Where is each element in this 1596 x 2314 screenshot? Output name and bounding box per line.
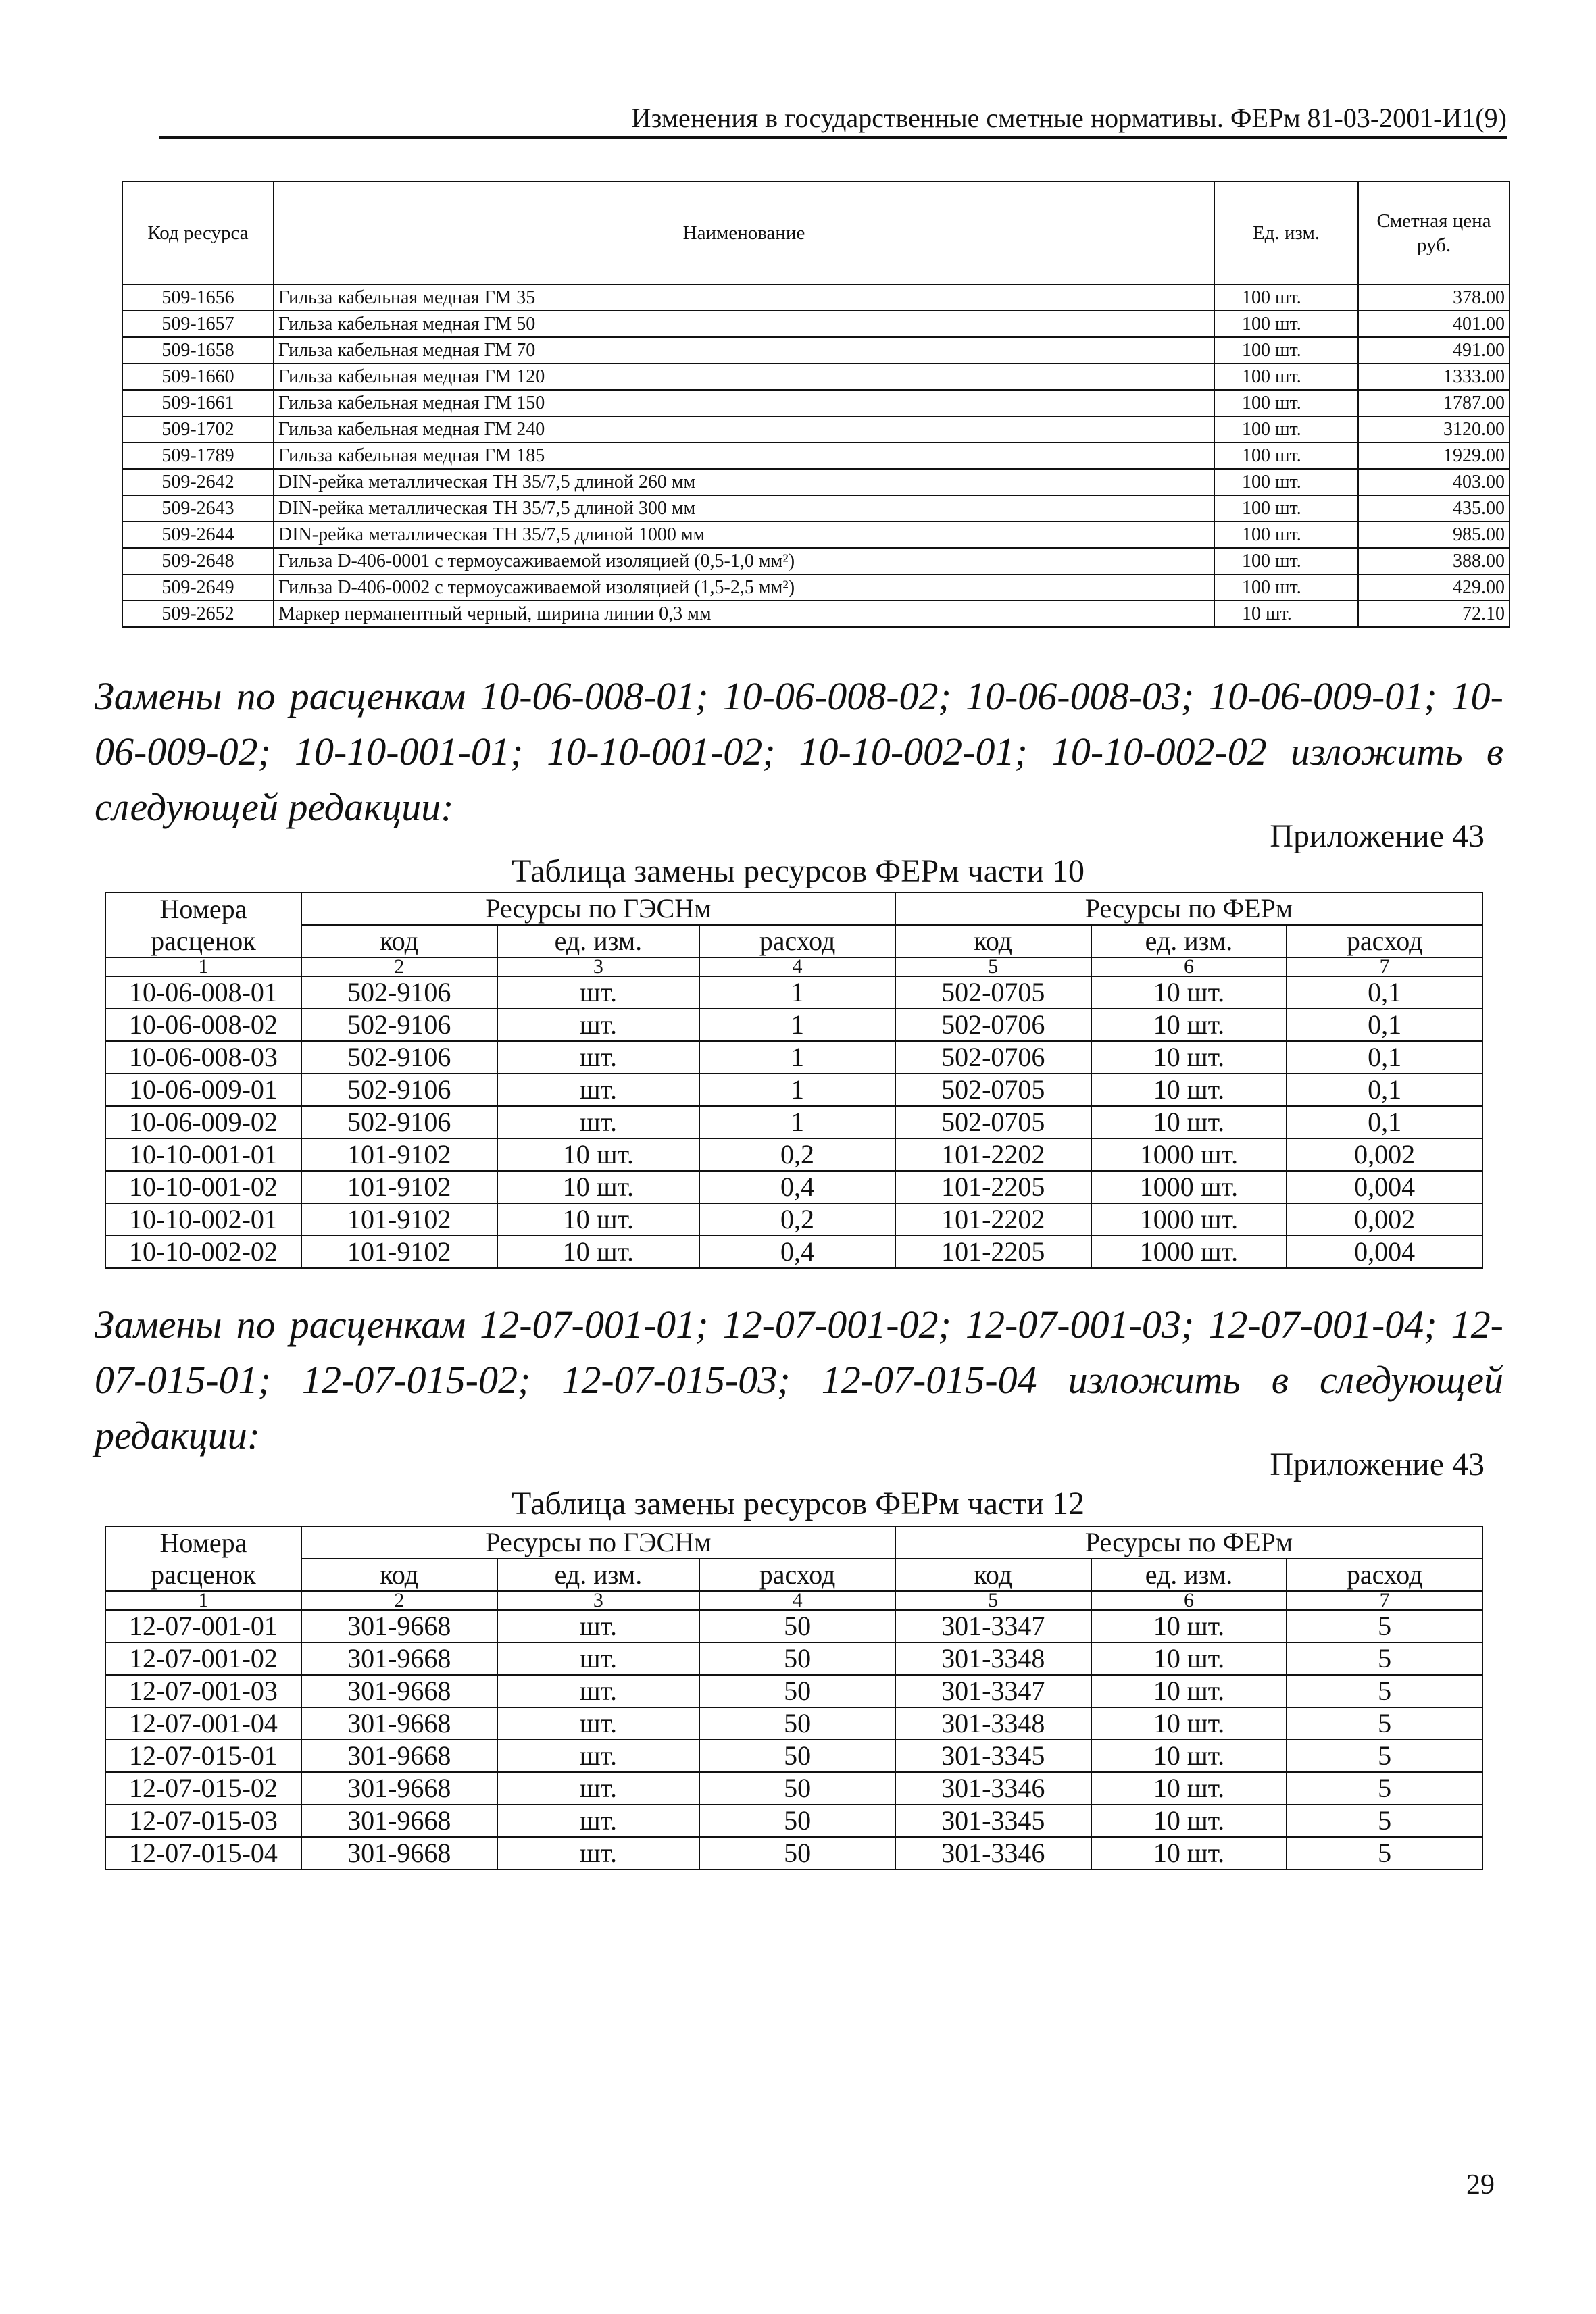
ferm-code-cell: 101-2205: [895, 1171, 1091, 1203]
gesnm-consumption-cell: 50: [699, 1740, 895, 1772]
gesnm-consumption-cell: 0,2: [699, 1138, 895, 1171]
table-row: [105, 1610, 1482, 1642]
gesnm-code-cell: 301-9668: [301, 1740, 497, 1772]
resource-price-table: [122, 181, 1510, 628]
rate-number-cell: 10-06-009-01: [105, 1074, 301, 1106]
column-number: 3: [497, 1591, 700, 1610]
table-row: [105, 1041, 1482, 1074]
resource-unit-cell: 100 шт.: [1214, 495, 1358, 522]
ferm-code-cell: 301-3347: [895, 1610, 1091, 1642]
table-row: [122, 363, 1510, 390]
column-numbers-row: [105, 957, 1482, 976]
rate-number-cell: 10-10-001-02: [105, 1171, 301, 1203]
resource-price-cell: 1333.00: [1358, 363, 1510, 390]
ferm-unit-header: ед. изм.: [1091, 925, 1287, 957]
gesnm-unit-cell: шт.: [497, 1740, 700, 1772]
ferm-code-cell: 301-3348: [895, 1707, 1091, 1740]
table-row: [105, 1138, 1482, 1171]
ferm-consumption-cell: 0,1: [1287, 976, 1482, 1009]
gesnm-unit-cell: шт.: [497, 1805, 700, 1837]
gesnm-unit-cell: шт.: [497, 1837, 700, 1869]
ferm-code-cell: 301-3347: [895, 1675, 1091, 1707]
table-header-row: [105, 1526, 1482, 1559]
resource-unit-cell: 100 шт.: [1214, 363, 1358, 390]
gesnm-consumption-cell: 0,2: [699, 1203, 895, 1236]
rate-numbers-header: расценок: [105, 1559, 301, 1591]
resource-name-cell: Гильза кабельная медная ГМ 50: [274, 311, 1214, 337]
ferm-unit-cell: 10 шт.: [1091, 1041, 1287, 1074]
ferm-code-cell: 502-0706: [895, 1009, 1091, 1041]
rate-numbers-header: Номера: [105, 1526, 301, 1559]
ferm-consumption-cell: 0,002: [1287, 1203, 1482, 1236]
table-row: [122, 443, 1510, 469]
gesnm-consumption-cell: 0,4: [699, 1236, 895, 1268]
ferm-unit-cell: 1000 шт.: [1091, 1138, 1287, 1171]
rate-number-cell: 10-10-002-01: [105, 1203, 301, 1236]
gesnm-code-cell: 301-9668: [301, 1805, 497, 1837]
gesnm-consumption-cell: 50: [699, 1675, 895, 1707]
gesnm-consumption-cell: 1: [699, 1041, 895, 1074]
rate-number-cell: 12-07-015-01: [105, 1740, 301, 1772]
gesnm-consumption-cell: 1: [699, 1009, 895, 1041]
table-header-row: [105, 892, 1482, 925]
rate-number-cell: 10-06-008-02: [105, 1009, 301, 1041]
ferm-consumption-cell: 0,1: [1287, 1074, 1482, 1106]
ferm-consumption-cell: 5: [1287, 1642, 1482, 1675]
ferm-consumption-cell: 5: [1287, 1805, 1482, 1837]
ferm-consumption-header: расход: [1287, 925, 1482, 957]
gesnm-consumption-cell: 0,4: [699, 1171, 895, 1203]
resource-unit-cell: 100 шт.: [1214, 390, 1358, 416]
column-number: 5: [895, 1591, 1091, 1610]
ferm-consumption-cell: 0,002: [1287, 1138, 1482, 1171]
resource-code-cell: 509-2649: [122, 574, 274, 601]
gesnm-code-cell: 502-9106: [301, 1009, 497, 1041]
resource-price-cell: 429.00: [1358, 574, 1510, 601]
resource-price-cell: 388.00: [1358, 548, 1510, 574]
ferm-code-cell: 502-0705: [895, 1074, 1091, 1106]
column-number: 7: [1287, 957, 1482, 976]
column-number: 1: [105, 957, 301, 976]
resource-price-cell: 435.00: [1358, 495, 1510, 522]
table-header-row: [105, 925, 1482, 957]
ferm-unit-cell: 10 шт.: [1091, 976, 1287, 1009]
resource-code-cell: 509-2648: [122, 548, 274, 574]
ferm-code-cell: 301-3345: [895, 1740, 1091, 1772]
rate-number-cell: 10-10-001-01: [105, 1138, 301, 1171]
resource-unit-cell: 10 шт.: [1214, 601, 1358, 627]
resource-code-cell: 509-1656: [122, 284, 274, 311]
gesnm-unit-cell: шт.: [497, 1041, 700, 1074]
resource-code-cell: 509-1789: [122, 443, 274, 469]
resource-code-cell: 509-1702: [122, 416, 274, 443]
gesnm-code-cell: 502-9106: [301, 1074, 497, 1106]
table-header-row: [105, 1559, 1482, 1591]
column-number: 1: [105, 1591, 301, 1610]
table-row: [105, 976, 1482, 1009]
resource-code-cell: 509-1658: [122, 337, 274, 363]
gesnm-consumption-header: расход: [699, 1559, 895, 1591]
ferm-unit-cell: 10 шт.: [1091, 1642, 1287, 1675]
section1-table-caption: Таблица замены ресурсов ФЕРм части 10: [511, 853, 1085, 889]
gesnm-consumption-cell: 50: [699, 1837, 895, 1869]
ferm-code-cell: 502-0705: [895, 1106, 1091, 1138]
gesnm-code-cell: 301-9668: [301, 1837, 497, 1869]
table-row: [122, 574, 1510, 601]
ferm-consumption-cell: 5: [1287, 1740, 1482, 1772]
table-row: [122, 390, 1510, 416]
resource-name-cell: Гильза кабельная медная ГМ 150: [274, 390, 1214, 416]
resource-code-cell: 509-2642: [122, 469, 274, 495]
rate-number-cell: 10-06-008-01: [105, 976, 301, 1009]
resource-price-cell: 1787.00: [1358, 390, 1510, 416]
gesnm-unit-cell: 10 шт.: [497, 1171, 700, 1203]
page-header: Изменения в государственные сметные нормативы. ФЕРм 81-03-2001-И1(9): [159, 101, 1507, 139]
gesnm-code-cell: 301-9668: [301, 1642, 497, 1675]
table-row: [105, 1074, 1482, 1106]
ferm-resources-header: Ресурсы по ФЕРм: [895, 892, 1482, 925]
column-number: 4: [699, 1591, 895, 1610]
gesnm-code-cell: 301-9668: [301, 1772, 497, 1805]
ferm-unit-cell: 10 шт.: [1091, 1074, 1287, 1106]
gesnm-consumption-cell: 50: [699, 1772, 895, 1805]
gesnm-code-cell: 502-9106: [301, 976, 497, 1009]
resource-price-cell: 403.00: [1358, 469, 1510, 495]
gesnm-code-header: код: [301, 925, 497, 957]
col-unit: Ед. изм.: [1214, 182, 1358, 284]
col-price: Сметная цена руб.: [1358, 182, 1510, 284]
table-row: [105, 1203, 1482, 1236]
column-number: 2: [301, 1591, 497, 1610]
ferm-code-cell: 101-2202: [895, 1203, 1091, 1236]
resource-name-cell: Гильза кабельная медная ГМ 35: [274, 284, 1214, 311]
rate-numbers-header: Номера: [105, 892, 301, 925]
ferm-code-header: код: [895, 1559, 1091, 1591]
resource-unit-cell: 100 шт.: [1214, 443, 1358, 469]
resource-name-cell: DIN-рейка металлическая ТН 35/7,5 длиной 1000 мм: [274, 522, 1214, 548]
ferm-unit-cell: 10 шт.: [1091, 1740, 1287, 1772]
rate-number-cell: 12-07-001-02: [105, 1642, 301, 1675]
gesnm-consumption-header: расход: [699, 925, 895, 957]
ferm-unit-cell: 10 шт.: [1091, 1707, 1287, 1740]
resource-price-cell: 72.10: [1358, 601, 1510, 627]
gesnm-code-cell: 502-9106: [301, 1041, 497, 1074]
resource-unit-cell: 100 шт.: [1214, 284, 1358, 311]
resource-table-header: [122, 182, 1510, 284]
gesnm-code-cell: 301-9668: [301, 1675, 497, 1707]
gesnm-unit-cell: шт.: [497, 1675, 700, 1707]
resource-name-cell: Гильза кабельная медная ГМ 240: [274, 416, 1214, 443]
ferm-consumption-cell: 0,004: [1287, 1171, 1482, 1203]
ferm-consumption-cell: 0,1: [1287, 1106, 1482, 1138]
gesnm-unit-cell: 10 шт.: [497, 1236, 700, 1268]
gesnm-code-header: код: [301, 1559, 497, 1591]
gesnm-code-cell: 101-9102: [301, 1138, 497, 1171]
column-number: 6: [1091, 957, 1287, 976]
ferm-unit-cell: 10 шт.: [1091, 1009, 1287, 1041]
gesnm-resources-header: Ресурсы по ГЭСНм: [301, 1526, 895, 1559]
resource-unit-cell: 100 шт.: [1214, 548, 1358, 574]
section2-appendix: Приложение 43: [1270, 1447, 1485, 1482]
resource-unit-cell: 100 шт.: [1214, 522, 1358, 548]
col-name: Наименование: [274, 182, 1214, 284]
table-row: [122, 495, 1510, 522]
ferm-consumption-cell: 0,1: [1287, 1041, 1482, 1074]
column-number: 5: [895, 957, 1091, 976]
resource-price-cell: 491.00: [1358, 337, 1510, 363]
ferm-unit-cell: 1000 шт.: [1091, 1203, 1287, 1236]
col-resource-code: Код ресурса: [122, 182, 274, 284]
gesnm-consumption-cell: 1: [699, 1106, 895, 1138]
table-row: [122, 548, 1510, 574]
resource-price-cell: 378.00: [1358, 284, 1510, 311]
gesnm-unit-cell: шт.: [497, 1772, 700, 1805]
ferm-code-header: код: [895, 925, 1091, 957]
table-row: [105, 1106, 1482, 1138]
ferm-code-cell: 502-0705: [895, 976, 1091, 1009]
gesnm-unit-cell: шт.: [497, 1642, 700, 1675]
gesnm-consumption-cell: 50: [699, 1642, 895, 1675]
ferm-unit-cell: 10 шт.: [1091, 1675, 1287, 1707]
resource-code-cell: 509-1661: [122, 390, 274, 416]
resource-price-cell: 3120.00: [1358, 416, 1510, 443]
replacement-table-part-12: [105, 1526, 1483, 1870]
resource-price-cell: 401.00: [1358, 311, 1510, 337]
resource-code-cell: 509-2643: [122, 495, 274, 522]
ferm-code-cell: 301-3345: [895, 1805, 1091, 1837]
ferm-unit-cell: 10 шт.: [1091, 1610, 1287, 1642]
resource-unit-cell: 100 шт.: [1214, 469, 1358, 495]
table-row: [122, 284, 1510, 311]
column-number: 2: [301, 957, 497, 976]
rate-number-cell: 10-10-002-02: [105, 1236, 301, 1268]
column-numbers-row: [105, 1591, 1482, 1610]
ferm-consumption-cell: 0,004: [1287, 1236, 1482, 1268]
table-row: [105, 1009, 1482, 1041]
table-row: [122, 469, 1510, 495]
resource-name-cell: Гильза кабельная медная ГМ 185: [274, 443, 1214, 469]
column-number: 6: [1091, 1591, 1287, 1610]
ferm-unit-cell: 10 шт.: [1091, 1772, 1287, 1805]
resource-unit-cell: 100 шт.: [1214, 416, 1358, 443]
resource-code-cell: 509-1657: [122, 311, 274, 337]
ferm-consumption-cell: 5: [1287, 1707, 1482, 1740]
rate-numbers-header: расценок: [105, 925, 301, 957]
table-row: [122, 337, 1510, 363]
rate-number-cell: 12-07-015-03: [105, 1805, 301, 1837]
gesnm-unit-header: ед. изм.: [497, 925, 700, 957]
ferm-code-cell: 301-3348: [895, 1642, 1091, 1675]
section1-paragraph: Замены по расценкам 10-06-008-01; 10-06-008-02; 10-06-008-03; 10-06-009-01; 10-06-009-02; 10-10-001-01; 10-10-001-02; 10-10-002-01; 10-10-002-02 изложить в следующей редакции:: [95, 674, 1503, 829]
gesnm-consumption-cell: 50: [699, 1610, 895, 1642]
resource-code-cell: 509-2652: [122, 601, 274, 627]
ferm-code-cell: 301-3346: [895, 1837, 1091, 1869]
resource-unit-cell: 100 шт.: [1214, 337, 1358, 363]
resource-unit-cell: 100 шт.: [1214, 311, 1358, 337]
gesnm-unit-cell: 10 шт.: [497, 1203, 700, 1236]
table-row: [105, 1642, 1482, 1675]
resource-name-cell: Гильза кабельная медная ГМ 70: [274, 337, 1214, 363]
rate-number-cell: 12-07-001-04: [105, 1707, 301, 1740]
gesnm-unit-cell: шт.: [497, 1707, 700, 1740]
ferm-unit-header: ед. изм.: [1091, 1559, 1287, 1591]
ferm-consumption-cell: 5: [1287, 1675, 1482, 1707]
resource-name-cell: Маркер перманентный черный, ширина линии 0,3 мм: [274, 601, 1214, 627]
table-row: [122, 416, 1510, 443]
resource-price-cell: 985.00: [1358, 522, 1510, 548]
gesnm-consumption-cell: 50: [699, 1805, 895, 1837]
table-row: [122, 601, 1510, 627]
ferm-code-cell: 101-2205: [895, 1236, 1091, 1268]
gesnm-unit-header: ед. изм.: [497, 1559, 700, 1591]
resource-code-cell: 509-1660: [122, 363, 274, 390]
page-number: 29: [1466, 2169, 1495, 2200]
section2-paragraph: Замены по расценкам 12-07-001-01; 12-07-001-02; 12-07-001-03; 12-07-001-04; 12-07-015-01; 12-07-015-02; 12-07-015-03; 12-07-015-04 изложить в следующей редакции:: [95, 1303, 1503, 1457]
gesnm-code-cell: 101-9102: [301, 1236, 497, 1268]
table-row: [105, 1837, 1482, 1869]
resource-code-cell: 509-2644: [122, 522, 274, 548]
gesnm-unit-cell: шт.: [497, 1610, 700, 1642]
gesnm-unit-cell: шт.: [497, 1009, 700, 1041]
ferm-unit-cell: 10 шт.: [1091, 1805, 1287, 1837]
ferm-consumption-header: расход: [1287, 1559, 1482, 1591]
section1-appendix: Приложение 43: [1270, 818, 1485, 854]
ferm-unit-cell: 1000 шт.: [1091, 1171, 1287, 1203]
ferm-code-cell: 301-3346: [895, 1772, 1091, 1805]
ferm-code-cell: 101-2202: [895, 1138, 1091, 1171]
resource-name-cell: Гильза кабельная медная ГМ 120: [274, 363, 1214, 390]
gesnm-code-cell: 101-9102: [301, 1171, 497, 1203]
ferm-unit-cell: 1000 шт.: [1091, 1236, 1287, 1268]
gesnm-consumption-cell: 1: [699, 1074, 895, 1106]
table-row: [122, 522, 1510, 548]
rate-number-cell: 12-07-001-03: [105, 1675, 301, 1707]
rate-number-cell: 10-06-009-02: [105, 1106, 301, 1138]
resource-name-cell: Гильза D-406-0002 с термоусаживаемой изоляцией (1,5-2,5 мм²): [274, 574, 1214, 601]
table-row: [105, 1772, 1482, 1805]
gesnm-consumption-cell: 1: [699, 976, 895, 1009]
gesnm-consumption-cell: 50: [699, 1707, 895, 1740]
rate-number-cell: 12-07-001-01: [105, 1610, 301, 1642]
table-row: [122, 311, 1510, 337]
ferm-code-cell: 502-0706: [895, 1041, 1091, 1074]
ferm-unit-cell: 10 шт.: [1091, 1837, 1287, 1869]
rate-number-cell: 12-07-015-02: [105, 1772, 301, 1805]
table-row: [105, 1740, 1482, 1772]
table-row: [105, 1171, 1482, 1203]
column-number: 7: [1287, 1591, 1482, 1610]
gesnm-unit-cell: шт.: [497, 1106, 700, 1138]
section2-table-caption: Таблица замены ресурсов ФЕРм части 12: [511, 1486, 1085, 1521]
ferm-unit-cell: 10 шт.: [1091, 1106, 1287, 1138]
table-row: [105, 1675, 1482, 1707]
rate-number-cell: 12-07-015-04: [105, 1837, 301, 1869]
table-row: [105, 1805, 1482, 1837]
gesnm-code-cell: 301-9668: [301, 1707, 497, 1740]
resource-name-cell: DIN-рейка металлическая ТН 35/7,5 длиной 260 мм: [274, 469, 1214, 495]
column-number: 3: [497, 957, 700, 976]
resource-name-cell: Гильза D-406-0001 с термоусаживаемой изоляцией (0,5-1,0 мм²): [274, 548, 1214, 574]
rate-number-cell: 10-06-008-03: [105, 1041, 301, 1074]
replacement-table-part-10: [105, 892, 1483, 1269]
gesnm-code-cell: 101-9102: [301, 1203, 497, 1236]
gesnm-unit-cell: 10 шт.: [497, 1138, 700, 1171]
gesnm-unit-cell: шт.: [497, 1074, 700, 1106]
column-number: 4: [699, 957, 895, 976]
resource-price-cell: 1929.00: [1358, 443, 1510, 469]
table-row: [105, 1707, 1482, 1740]
gesnm-unit-cell: шт.: [497, 976, 700, 1009]
ferm-resources-header: Ресурсы по ФЕРм: [895, 1526, 1482, 1559]
gesnm-code-cell: 502-9106: [301, 1106, 497, 1138]
ferm-consumption-cell: 5: [1287, 1772, 1482, 1805]
resource-name-cell: DIN-рейка металлическая ТН 35/7,5 длиной 300 мм: [274, 495, 1214, 522]
ferm-consumption-cell: 5: [1287, 1610, 1482, 1642]
gesnm-code-cell: 301-9668: [301, 1610, 497, 1642]
gesnm-resources-header: Ресурсы по ГЭСНм: [301, 892, 895, 925]
ferm-consumption-cell: 5: [1287, 1837, 1482, 1869]
table-row: [105, 1236, 1482, 1268]
resource-unit-cell: 100 шт.: [1214, 574, 1358, 601]
ferm-consumption-cell: 0,1: [1287, 1009, 1482, 1041]
